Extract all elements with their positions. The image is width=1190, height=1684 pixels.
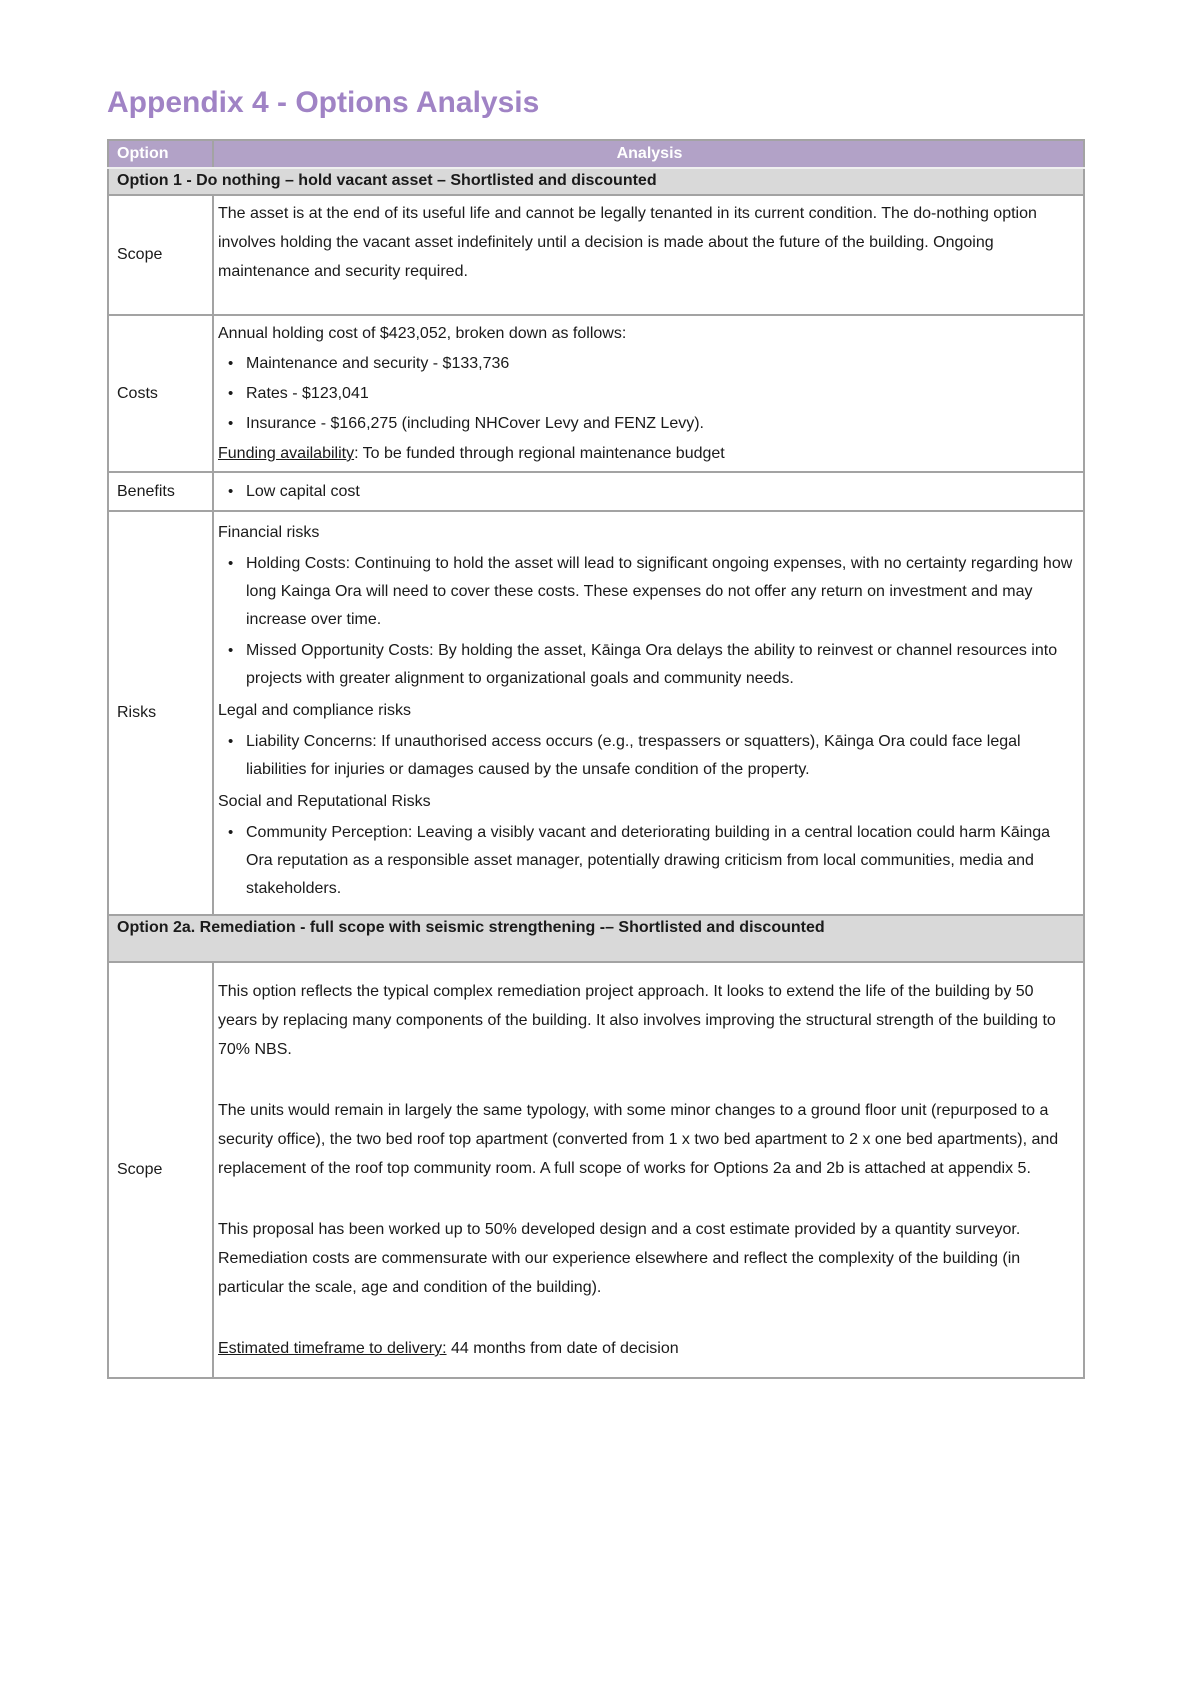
option1-costs-cell (213, 315, 1084, 472)
bullet-icon (218, 379, 246, 408)
bullet-icon (218, 550, 246, 634)
list-item (218, 409, 1075, 438)
timeframe-label: Estimated timeframe to delivery: (218, 1340, 447, 1357)
list-item (218, 550, 1075, 634)
benefits-bullet-1: Low capital cost (246, 483, 360, 500)
option1-risks-cell (213, 511, 1084, 915)
option2a-scope-paragraph-2: The units would remain in largely the same typology, with some minor changes to a ground floor unit (repurposed to a security office), the two bed roof top apartment (converted from 1 x two bed apartment to 2 x one bed apartments), and replacement of the roof top community room. A full scope of works for Options 2a and 2b is attached at appendix 5. (218, 1102, 1059, 1177)
list-item (218, 728, 1075, 784)
bullet-icon (218, 728, 246, 784)
timeframe-text: 44 months from date of decision (446, 1340, 679, 1357)
row-label-risks: Risks (108, 511, 213, 915)
list-item (218, 637, 1075, 693)
option2a-section-row (108, 915, 1084, 962)
risk-bullet-community-perception: Community Perception: Leaving a visibly vacant and deteriorating building in a central location could harm Kāinga Ora reputation as a responsible asset manager, potentially drawing criticism from local communities, media and stakeholders. (246, 824, 1051, 897)
risk-bullet-holding-costs: Holding Costs: Continuing to hold the asset will lead to significant ongoing expenses, with no certainty regarding how long Kainga Ora will need to cover these costs. These expenses do not offer any return on investment and may increase over time. (246, 555, 1073, 628)
bullet-icon (218, 477, 246, 506)
costs-bullet-2: Rates - $123,041 (246, 385, 369, 402)
timeframe-line (218, 1334, 1075, 1363)
bullet-icon (218, 637, 246, 693)
column-header-option: Option (108, 140, 213, 168)
table-header-row (108, 140, 1084, 168)
funding-availability-line (218, 439, 1075, 468)
risk-group-heading-legal: Legal and compliance risks (218, 702, 411, 719)
row-label-benefits: Benefits (108, 472, 213, 511)
option1-risks-row (108, 511, 1084, 915)
column-header-analysis: Analysis (213, 140, 1084, 168)
funding-availability-label: Funding availability (218, 445, 355, 462)
risk-group-heading-social: Social and Reputational Risks (218, 793, 431, 810)
risk-bullet-missed-opportunity: Missed Opportunity Costs: By holding the asset, Kāinga Ora delays the ability to reinvest or channel resources into projects with greater alignment to organizational goals and community needs. (246, 642, 1058, 687)
page-title: Appendix 4 - Options Analysis (107, 86, 540, 119)
funding-availability-text: : To be funded through regional maintenance budget (354, 445, 725, 462)
list-item (218, 477, 1075, 506)
row-label-costs: Costs (108, 315, 213, 472)
option1-benefits-row (108, 472, 1084, 511)
costs-bullet-3: Insurance - $166,275 (including NHCover Levy and FENZ Levy). (246, 415, 704, 432)
option1-benefits-cell (213, 472, 1084, 511)
option1-scope-row (108, 195, 1084, 315)
option2a-scope-row (108, 962, 1084, 1378)
option2a-section-heading: Option 2a. Remediation - full scope with seismic strengthening -– Shortlisted and discounted (108, 915, 1084, 962)
list-item (218, 819, 1075, 903)
option1-section-row (108, 168, 1084, 195)
bullet-icon (218, 409, 246, 438)
option2a-scope-paragraph-3: This proposal has been worked up to 50% developed design and a cost estimate provided by a quantity surveyor. Remediation costs are commensurate with our experience elsewhere and reflect the complexity of the building (in particular the scale, age and condition of the building). (218, 1221, 1021, 1296)
row-label-scope: Scope (108, 195, 213, 315)
costs-intro: Annual holding cost of $423,052, broken down as follows: (218, 325, 627, 342)
option1-scope-text: The asset is at the end of its useful life and cannot be legally tenanted in its current condition. The do-nothing option involves holding the vacant asset indefinitely until a decision is made about the future of the building. Ongoing maintenance and security required. (218, 205, 1037, 280)
option1-scope-cell (213, 195, 1084, 315)
risk-bullet-liability: Liability Concerns: If unauthorised access occurs (e.g., trespassers or squatters), Kāinga Ora could face legal liabilities for injuries or damages caused by the unsafe condition of the property. (246, 733, 1021, 778)
option2a-scope-cell (213, 962, 1084, 1378)
list-item (218, 379, 1075, 408)
row-label-scope-2a: Scope (108, 962, 213, 1378)
option1-costs-row (108, 315, 1084, 472)
costs-bullet-1: Maintenance and security - $133,736 (246, 355, 510, 372)
risk-group-heading-financial: Financial risks (218, 524, 320, 541)
option1-section-heading: Option 1 - Do nothing – hold vacant asset – Shortlisted and discounted (108, 168, 1084, 195)
list-item (218, 349, 1075, 378)
bullet-icon (218, 349, 246, 378)
options-analysis-table (107, 139, 1085, 1379)
bullet-icon (218, 819, 246, 903)
option2a-scope-paragraph-1: This option reflects the typical complex remediation project approach. It looks to extend the life of the building by 50 years by replacing many components of the building. It also involves improving the structural strength of the building to 70% NBS. (218, 983, 1056, 1058)
